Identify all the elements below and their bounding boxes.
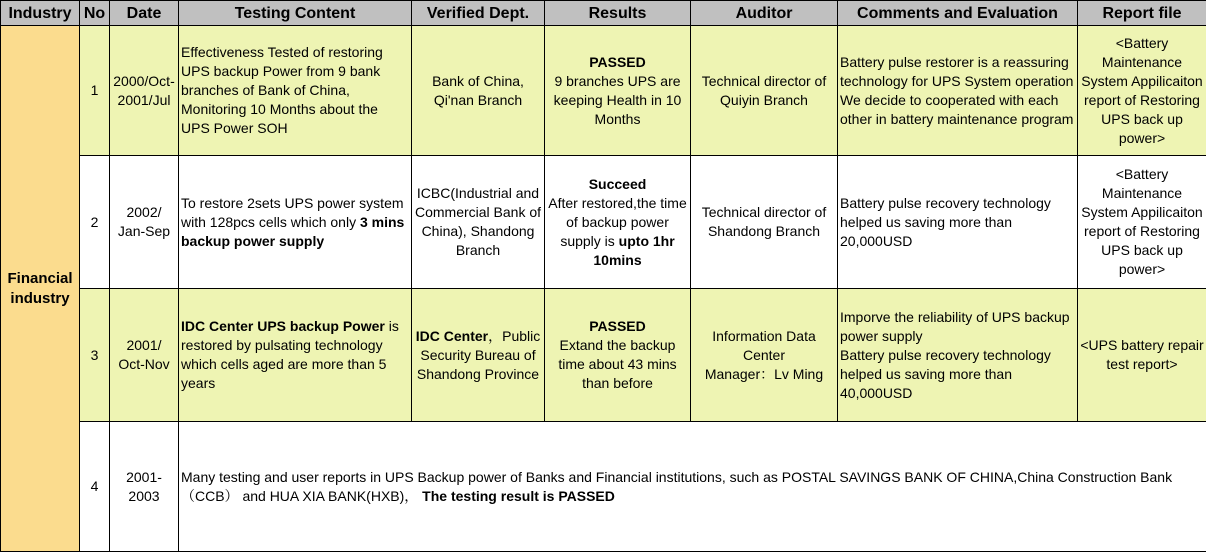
content-text: is restored by pulsating technology which cells aged are more than 5 years	[181, 318, 399, 391]
testing-content	[179, 156, 412, 289]
comment-cell	[838, 289, 1078, 422]
table-row	[1, 422, 1206, 552]
comment-cell	[838, 156, 1078, 289]
row-number: 4	[80, 422, 110, 552]
report-file: <UPS battery repair test report>	[1078, 289, 1206, 422]
auditor-line: Information Data Center	[712, 327, 816, 363]
testing-content: Effectiveness Tested of restoring UPS backup Power from 9 bank branches of Bank of China, Monitoring 10 Months about the UPS Power SOH	[179, 26, 412, 156]
industry-label-line1: Financial	[7, 269, 73, 287]
result-cell	[545, 289, 691, 422]
content-highlight: 3 mins backup power supply	[181, 213, 405, 249]
result-title: Succeed	[588, 175, 647, 192]
verified-dept	[412, 289, 545, 422]
table-row	[1, 156, 1206, 289]
header-results: Results	[545, 1, 691, 26]
result-cell	[545, 26, 691, 156]
content-highlight: IDC Center UPS backup Power	[181, 318, 385, 334]
summary-text: Many testing and user reports in UPS Backup power of Banks and Financial institutions, such as POSTAL SAVINGS BANK OF CHINA,China Construction Bank（CCB） and HUA XIA BANK(HXB)，	[181, 468, 1173, 504]
report-file: <Battery Maintenance System Appilicaiton report of Restoring UPS back up power>	[1078, 156, 1206, 289]
header-report-file: Report file	[1078, 1, 1206, 26]
row-number: 3	[80, 289, 110, 422]
comment-line: Imporve the reliability of UPS backup power supply	[840, 308, 1070, 344]
header-no: No	[80, 1, 110, 26]
row-number: 1	[80, 26, 110, 156]
comment-line: We decide to cooperated with each other in battery maintenance program	[840, 91, 1074, 127]
result-title: PASSED	[589, 318, 646, 334]
table-row	[1, 26, 1206, 156]
row-date: 2001- 2003	[110, 422, 179, 552]
header-industry: Industry	[1, 1, 80, 26]
header-comments: Comments and Evaluation	[838, 1, 1078, 26]
result-text: After restored,the time of backup power supply is	[548, 194, 687, 249]
industry-label-line2: industry	[10, 289, 70, 307]
row-date: 2002/ Jan-Sep	[110, 156, 179, 289]
result-text: Extand the backup time about 43 mins than before	[558, 337, 677, 391]
auditor-line: Manager：Lv Ming	[704, 365, 824, 382]
auditor: Technical director of Shandong Branch	[691, 156, 838, 289]
summary-highlight: The testing result is PASSED	[418, 487, 615, 504]
industry-cell	[1, 26, 80, 552]
summary-cell	[179, 422, 1206, 552]
comment-line: Battery pulse recovery technology helped us saving more than 20,000USD	[840, 194, 1051, 249]
row-date: 2001/ Oct-Nov	[110, 289, 179, 422]
header-testing-content: Testing Content	[179, 1, 412, 26]
comment-line: Battery pulse restorer is a reassuring technology for UPS System operation	[840, 53, 1074, 89]
auditor	[691, 289, 838, 422]
result-cell	[545, 156, 691, 289]
dept-highlight: IDC Center	[415, 327, 489, 344]
content-text: To restore 2sets UPS power system with 128pcs cells which only	[181, 194, 404, 230]
header-auditor: Auditor	[691, 1, 838, 26]
dept-text: ，Public Security Bureau of Shandong Province	[416, 327, 541, 382]
comment-line: Battery pulse recovery technology helped us saving more than 40,000USD	[840, 346, 1051, 401]
auditor: Technical director of Quiyin Branch	[691, 26, 838, 156]
row-date: 2000/Oct-2001/Jul	[110, 26, 179, 156]
testing-content	[179, 289, 412, 422]
header-date: Date	[110, 1, 179, 26]
header-verified-dept: Verified Dept.	[412, 1, 545, 26]
verified-dept: Bank of China, Qi'nan Branch	[412, 26, 545, 156]
header-row	[1, 1, 1206, 26]
table-row	[1, 289, 1206, 422]
comment-cell	[838, 26, 1078, 156]
result-text: 9 branches UPS are keeping Health in 10 Months	[553, 72, 682, 127]
result-title: PASSED	[589, 53, 646, 70]
verified-dept: ICBC(Industrial and Commercial Bank of China), Shandong Branch	[412, 156, 545, 289]
result-highlight: upto 1hr 10mins	[593, 232, 675, 268]
row-number: 2	[80, 156, 110, 289]
report-file: <Battery Maintenance System Appilicaiton report of Restoring UPS back up power>	[1078, 26, 1206, 156]
